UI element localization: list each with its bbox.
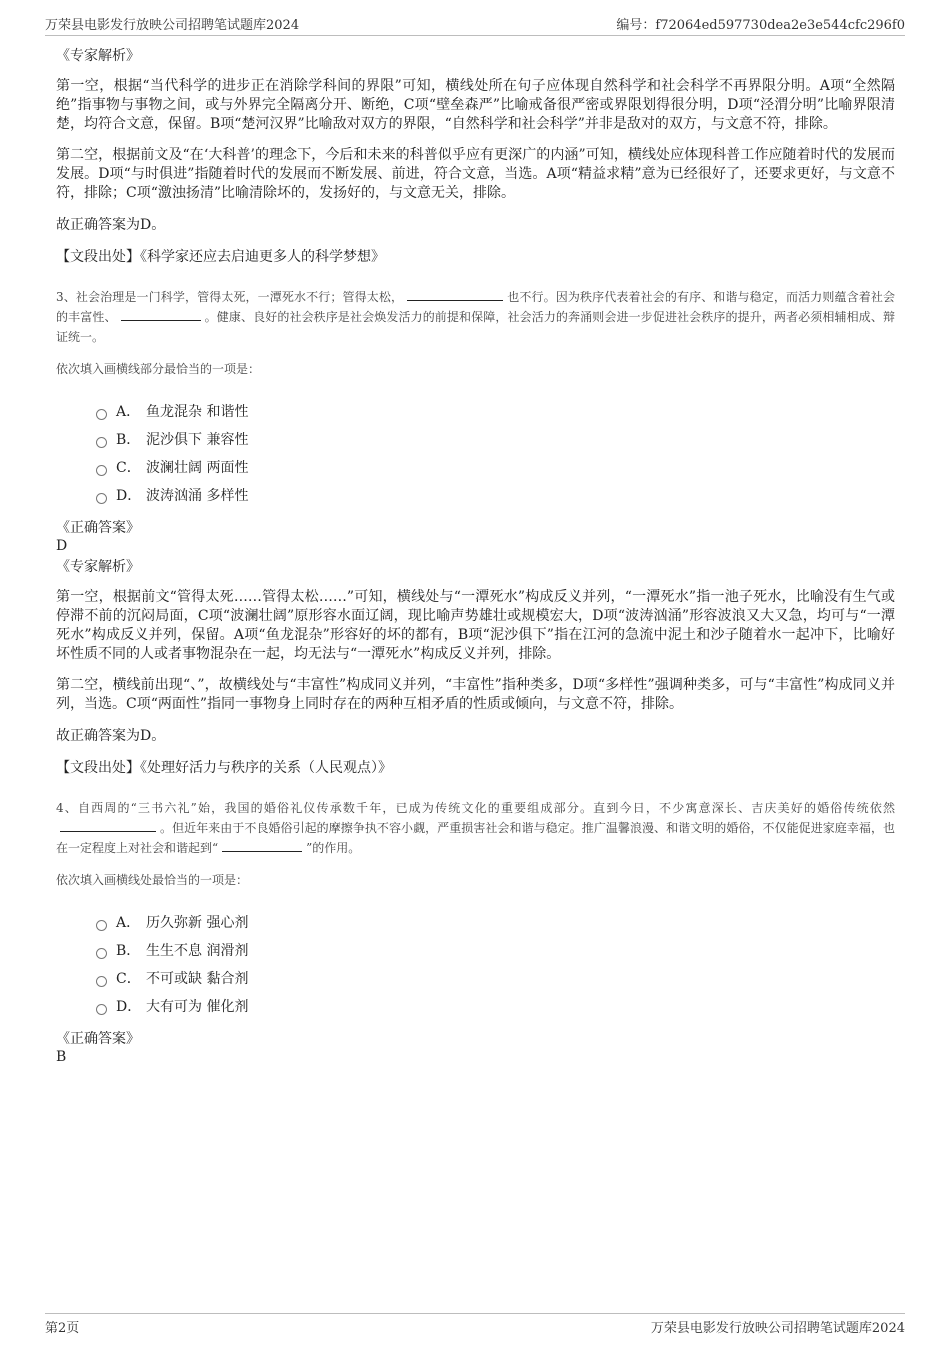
radio-icon[interactable] — [96, 976, 107, 987]
page-header — [45, 14, 905, 36]
option-d[interactable]: D． 波涛汹涌 多样性 — [96, 481, 895, 509]
question-3-stem: 3、社会治理是一门科学，管得太死，一潭死水不行；管得太松， 也不行。因为秩序代表着社会的有序、和谐与稳定，而活力则蕴含着社会的丰富性、 。健康、良好的社会秩序是社会焕发活力的前提和保障，社会活力的奔涌则会进一步促进社会秩序的提升，两者必须相辅相成、辩证统一。 — [56, 290, 895, 344]
option-a[interactable]: A． 历久弥新 强心剂 — [96, 908, 895, 936]
question-4-prompt: 依次填入画横线处最恰当的一项是： — [56, 873, 249, 887]
analysis-paragraph: 第二空，根据前文及“在‘大科普’的理念下，今后和未来的科普似乎应有更深广的内涵”可知，横线处应体现科普工作应随着时代的发展而发展。D项“与时俱进”指随着时代的发展而不断发展、前进，符合文意，当选。A项“精益求精”意为已经很好了，还要求更好，与文意不符，排除；C项“激浊扬清”比喻清除坏的，发扬好的，与文意无关，排除。 — [56, 147, 895, 201]
option-c[interactable]: C． 波澜壮阔 两面性 — [96, 453, 895, 481]
expert-analysis-label: 《专家解析》 — [56, 48, 140, 64]
expert-analysis-label: 《专家解析》 — [56, 559, 140, 575]
page-number: 第2页 — [45, 1320, 80, 1336]
fill-blank — [121, 308, 201, 321]
radio-icon[interactable] — [96, 409, 107, 420]
page-content — [56, 44, 895, 1066]
analysis-paragraph: 第一空，根据“当代科学的进步正在消除学科间的界限”可知，横线处所在句子应体现自然科学和社会科学不再界限分明。A项“全然隔绝”指事物与事物之间，或与外界完全隔离分开、断绝，C项“壁垒森严”比喻戒备很严密或界限划得很分明，D项“泾渭分明”比喻界限清楚，均符合文意，保留。B项“楚河汉界”比喻敌对双方的界限，“自然科学和社会科学”并非是敌对的双方，与文意不符，排除。 — [56, 78, 895, 132]
answer-conclusion: 故正确答案为D。 — [56, 728, 166, 744]
passage-source: 【文段出处】《科学家还应去启迪更多人的科学梦想》 — [56, 249, 385, 265]
footer-title: 万荣县电影发行放映公司招聘笔试题库2024 — [650, 1320, 905, 1336]
radio-icon[interactable] — [96, 465, 107, 476]
header-serial-number: 编号：f72064ed597730dea2e3e544cfc296f0 — [616, 17, 905, 33]
correct-answer-label: 《正确答案》 — [56, 520, 140, 536]
question-3-prompt: 依次填入画横线部分最恰当的一项是： — [56, 362, 261, 376]
option-b[interactable]: B． 泥沙俱下 兼容性 — [96, 425, 895, 453]
analysis-paragraph: 第二空，横线前出现“、”，故横线处与“丰富性”构成同义并列，“丰富性”指种类多，D项“多样性”强调种类多，可与“丰富性”构成同义并列，当选。C项“两面性”指同一事物身上同时存在的两种互相矛盾的性质或倾向，与文意不符，排除。 — [56, 677, 895, 712]
correct-answer-label: 《正确答案》 — [56, 1031, 140, 1047]
option-b[interactable]: B． 生生不息 润滑剂 — [96, 936, 895, 964]
radio-icon[interactable] — [96, 493, 107, 504]
option-a[interactable]: A． 鱼龙混杂 和谐性 — [96, 397, 895, 425]
question-4-options — [96, 908, 895, 1020]
answer-conclusion: 故正确答案为D。 — [56, 217, 166, 233]
option-d[interactable]: D． 大有可为 催化剂 — [96, 992, 895, 1020]
page-footer — [45, 1313, 905, 1335]
correct-answer-value: B — [56, 1049, 67, 1065]
radio-icon[interactable] — [96, 1004, 107, 1015]
radio-icon[interactable] — [96, 948, 107, 959]
question-3-options — [96, 397, 895, 509]
correct-answer-value: D — [56, 538, 68, 554]
fill-blank — [407, 288, 503, 301]
analysis-paragraph: 第一空，根据前文“管得太死……管得太松……”可知，横线处与“一潭死水”构成反义并列，“一潭死水”指一池子死水，比喻没有生气或停滞不前的沉闷局面，C项“波澜壮阔”原形容水面辽阔，现比喻声势雄壮或规模宏大，D项“波涛汹涌”形容波浪又大又急，均可与“一潭死水”构成反义并列，保留。A项“鱼龙混杂”形容好的坏的都有，B项“泥沙俱下”指在江河的急流中泥土和沙子随着水一起冲下，比喻好坏性质不同的人或者事物混杂在一起，均无法与“一潭死水”构成反义并列，排除。 — [56, 589, 895, 662]
fill-blank — [60, 819, 156, 832]
radio-icon[interactable] — [96, 920, 107, 931]
radio-icon[interactable] — [96, 437, 107, 448]
passage-source: 【文段出处】《处理好活力与秩序的关系（人民观点）》 — [56, 760, 392, 776]
question-4-stem: 4、自西周的“三书六礼”始，我国的婚俗礼仪传承数千年，已成为传统文化的重要组成部分。直到今日，不少寓意深长、吉庆美好的婚俗传统依然。但近年来由于不良婚俗引起的摩擦争执不容小觑，严重损害社会和谐与稳定。推广温馨浪漫、和谐文明的婚俗，不仅能促进家庭幸福，也在一定程度上对社会和谐起到“ ”的作用。 — [56, 801, 895, 855]
fill-blank — [222, 839, 302, 852]
header-title: 万荣县电影发行放映公司招聘笔试题库2024 — [45, 17, 300, 33]
option-c[interactable]: C． 不可或缺 黏合剂 — [96, 964, 895, 992]
